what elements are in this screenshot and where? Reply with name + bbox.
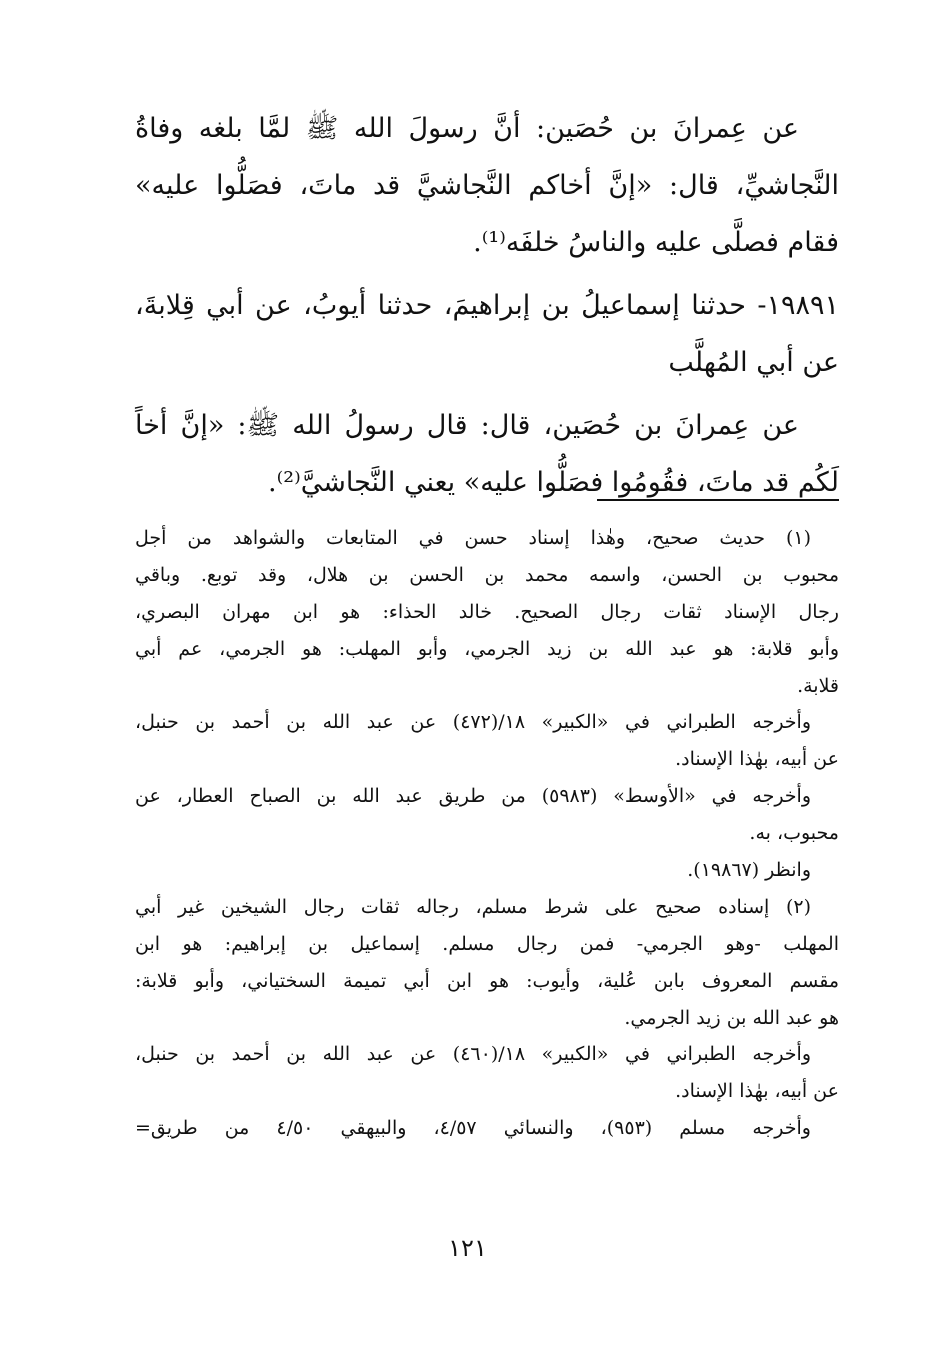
footnote-line: قلابة. bbox=[797, 674, 839, 697]
hadith-number-line: ١٩٨٩١- حدثنا إسماعيلُ بن إبراهيمَ، حدثنا أيوبُ، عن أبي قِلابةَ، bbox=[135, 290, 839, 321]
footnote-line: (١) حديث صحيح، وهٰذا إسناد حسن في المتابعات والشواهد من أجل bbox=[135, 527, 811, 549]
footnote-line: عن أبيه، بهٰذا الإسناد. bbox=[675, 748, 839, 771]
footnote-line: محبوب بن الحسن، واسمه محمد بن الحسن بن هلال، وقد توبع. وباقي bbox=[135, 563, 839, 586]
main-text bbox=[135, 100, 839, 511]
footnote-line: وأخرجه مسلم (٩٥٣)، والنسائي ٤/٥٧، والبيهقي ٤/٥٠ من طريق= bbox=[135, 1117, 811, 1140]
text-line: فقام فصلَّى عليه والناسُ خلفَه⁽¹⁾. bbox=[473, 227, 839, 258]
footnote-line: وانظر (١٩٨٦٧). bbox=[687, 859, 811, 882]
page-number: ١٢١ bbox=[448, 1234, 487, 1262]
footnote-line: المهلب -وهو الجرمي- فمن رجال مسلم. إسماعيل بن إبراهيم: هو ابن bbox=[135, 932, 839, 955]
footnote-line: وأبو قلابة: هو عبد الله بن زيد الجرمي، وأبو المهلب: هو الجرمي، عم أبي bbox=[135, 637, 839, 660]
footnote-line: عن أبيه، بهٰذا الإسناد. bbox=[675, 1080, 839, 1103]
text-line: النَّجاشيِّ، قال: «إنَّ أخاكم النَّجاشيَّ قد ماتَ، فصَلُّوا عليه» bbox=[135, 170, 839, 201]
footnote-line: وأخرجه الطبراني في «الكبير» ١٨/(٤٦٠) عن عبد الله بن أحمد بن حنبل، bbox=[135, 1043, 812, 1066]
text-line: عن أبي المُهلَّب bbox=[668, 347, 839, 378]
footnotes bbox=[135, 520, 839, 1147]
footnote-line: وأخرجه الطبراني في «الكبير» ١٨/(٤٧٢) عن عبد الله بن أحمد بن حنبل، bbox=[135, 711, 812, 734]
footnote-line: هو عبد الله بن زيد الجرمي. bbox=[624, 1006, 839, 1029]
text-line: عن عِمرانَ بن حُصَين: أنَّ رسولَ الله ﷺ لمَّا بلغه وفاةُ bbox=[135, 113, 799, 144]
footnote-line: مقسم المعروف بابن عُلية، وأيوب: هو ابن أبي تميمة السختياني، وأبو قلابة: bbox=[135, 969, 839, 992]
text-line: لَكُم قد ماتَ، فقُومُوا فصَلُّوا عليه» يعني النَّجاشيَّ⁽²⁾. bbox=[268, 467, 839, 498]
footnote-line: محبوب، به. bbox=[749, 822, 839, 845]
footnote-divider bbox=[597, 499, 839, 501]
text-line: عن عِمرانَ بن حُصَين، قال: قال رسولُ الله ﷺ: «إنَّ أخاً bbox=[135, 410, 799, 441]
footnote-line: رجال الإسناد ثقات رجال الصحيح. خالد الحذاء: هو ابن مهران البصري، bbox=[135, 600, 839, 623]
footnote-line: وأخرجه في «الأوسط» (٥٩٨٣) من طريق عبد الله بن الصباح العطار، عن bbox=[135, 785, 811, 808]
footnote-line: (٢) إسناده صحيح على شرط مسلم، رجاله ثقات رجال الشيخين غير أبي bbox=[135, 895, 811, 918]
